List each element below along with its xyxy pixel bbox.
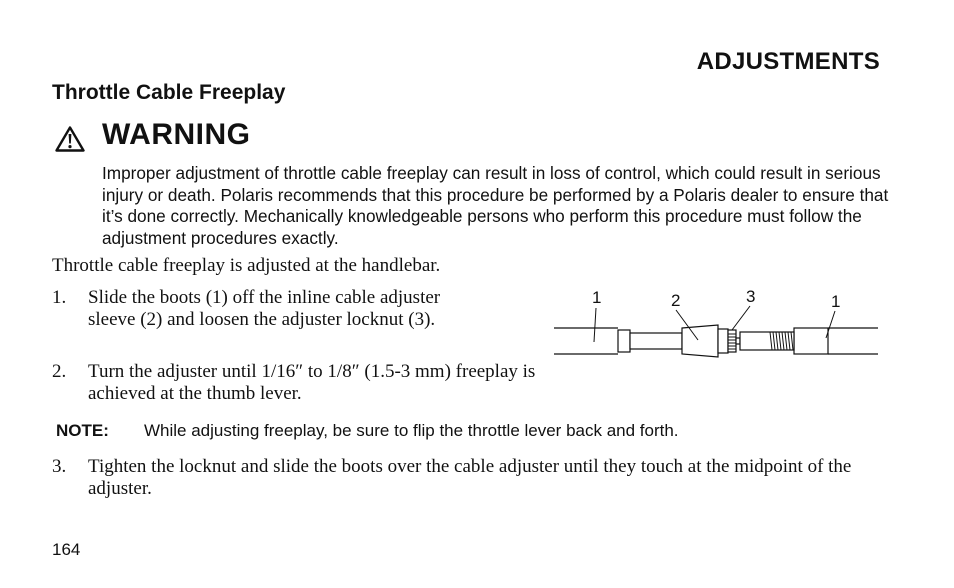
note-label: NOTE: xyxy=(56,421,109,440)
note xyxy=(56,421,679,441)
callout-boot-right: 1 xyxy=(831,292,841,311)
section-title: Throttle Cable Freeplay xyxy=(52,81,286,104)
step-item xyxy=(52,456,872,502)
step-item xyxy=(52,287,492,357)
step-number: 2. xyxy=(52,361,67,382)
step-number: 1. xyxy=(52,287,67,308)
step-text: Tighten the locknut and slide the boots over the cable adjuster until they touch at the midpoint of the adjuster. xyxy=(88,456,852,499)
section-header: ADJUSTMENTS xyxy=(696,48,880,75)
step-number: 3. xyxy=(52,456,67,477)
callout-boot-left: 1 xyxy=(592,288,602,307)
note-text: While adjusting freeplay, be sure to flip the throttle lever back and forth. xyxy=(144,421,679,440)
cable-drawing xyxy=(550,284,882,364)
step-text: Turn the adjuster until 1/16″ to 1/8″ (1.5-3 mm) freeplay is achieved at the thumb lever. xyxy=(88,361,536,404)
cable-adjuster-diagram xyxy=(550,284,882,364)
callout-sleeve: 2 xyxy=(671,291,681,310)
intro-paragraph: Throttle cable freeplay is adjusted at the handlebar. xyxy=(52,255,441,276)
step-item xyxy=(52,361,572,407)
step-text: Slide the boots (1) off the inline cable adjuster sleeve (2) and loosen the adjuster locknut (3). xyxy=(88,287,441,330)
warning-heading: WARNING xyxy=(102,118,251,151)
warning-triangle-icon xyxy=(55,126,85,152)
callout-locknut: 3 xyxy=(746,287,756,306)
page-number: 164 xyxy=(52,540,81,559)
warning-text: Improper adjustment of throttle cable freeplay can result in loss of control, which could result in serious injury or death. Polaris recommends that this procedure be performed by a Polaris dealer to ensure that it’s done correctly. Mechanically knowledgeable persons who perform this procedure must follow the adjustment procedures exactly. xyxy=(102,163,889,248)
